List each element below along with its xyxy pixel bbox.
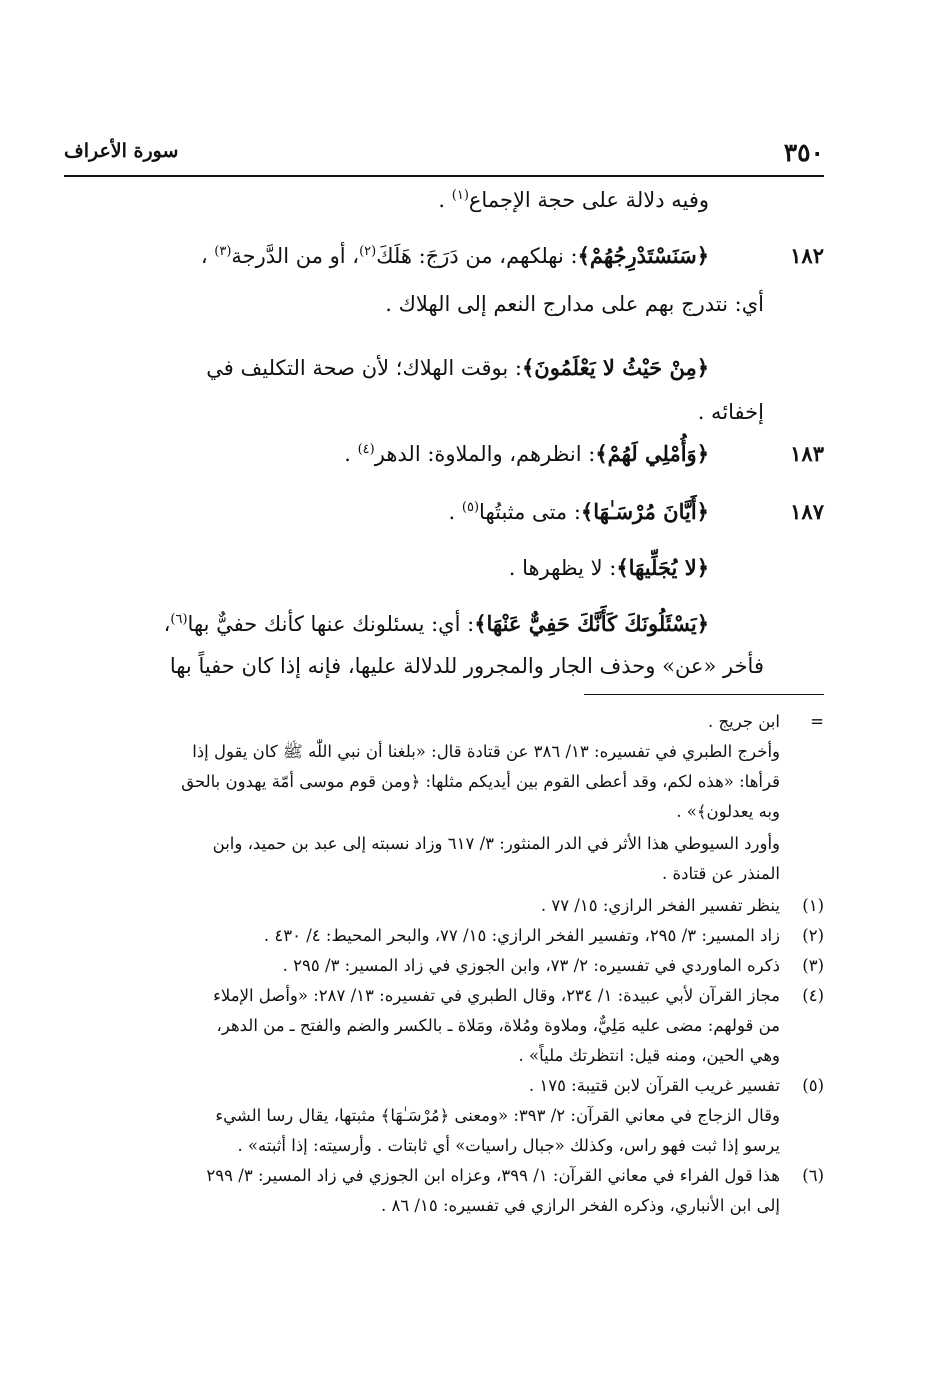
page-header [64,132,824,172]
footnote-2: زاد المسير: ٣/ ٢٩٥، وتفسير الفخر الرازي: ١٥/ ٧٧، والبحر المحيط: ٤/ ٤٣٠ . [263,926,780,945]
footnote-marker: (٢) [802,926,824,945]
footnote-3: ذكره الماوردي في تفسيره: ٢/ ٧٣، وابن الجوزي في زاد المسير: ٣/ ٢٩٥ . [282,956,780,975]
footnote-line: ابن جريج . [707,712,780,731]
header-rule [64,175,824,177]
footnote-5: تفسير غريب القرآن لابن قتيبة: ١٧٥ . [528,1076,780,1095]
verse-182-line: ﴿سَنَسْتَدْرِجُهُمْ﴾: نهلكهم، من دَرَجَ: هَلَكَ$^{(٢)}$، أو من الدَّرجة$^{(٣)}$ ، [200,243,709,268]
footnote-6: هذا قول الفراء في معاني القرآن: ١/ ٣٩٩، وعزاه ابن الجوزي في زاد المسير: ٣/ ٢٩٩ [206,1166,780,1185]
footnote-line: من قولهم: مضى عليه مَلِيٌّ، وملاوة ومُلاة، ومَلاة ـ بالكسر والضم والفتح ـ من الدهر، [216,1016,780,1035]
text-line: فأخر «عن» وحذف الجار والمجرور للدلالة عليها، فإنه إذا كان حفياً بها [169,654,764,678]
footnote-marker: (٦) [802,1166,824,1185]
footnote-line: المنذر عن قتادة . [661,864,780,883]
footnote-marker: (١) [802,896,824,915]
footnote-1: ينظر تفسير الفخر الرازي: ١٥/ ٧٧ . [540,896,780,915]
footnote-4: مجاز القرآن لأبي عبيدة: ١/ ٢٣٤، وقال الطبري في تفسيره: ١٣/ ٢٨٧: «وأصل الإملاء [213,986,780,1005]
footnote-line: وأخرج الطبري في تفسيره: ١٣/ ٣٨٦ عن قتادة قال: «بلغنا أن نبي اللّٰه ﷺ كان يقول إذا [192,742,780,761]
verse-187-line: ﴿أَيَّانَ مُرْسَـٰهَا﴾: متى مثبتُها$^{(٥)}$ . [448,499,709,524]
page-number: ٣٥٠ [783,138,824,167]
footnote-line: وبه يعدلون﴾» . [676,802,780,821]
quran-quote: ﴿يَسْئَلُونَكَ كَأَنَّكَ حَفِيٌّ عَنْهَا﴾ [474,611,709,636]
text-line: ﴿لا يُجَلِّيهَا﴾: لا يظهرها . [508,555,709,580]
verse-183-line: ﴿وَأُمْلِي لَهُمْ﴾: انظرهم، والملاوة: الدهر$^{(٤)}$ . [344,441,709,466]
text-line: إخفائه . [697,400,764,424]
footnote-line: يرسو إذا ثبت فهو راس، وكذلك «جبال راسيات» أي ثابتات . وأرسيته: إذا أثبته» . [237,1136,780,1155]
quran-quote: ﴿سَنَسْتَدْرِجُهُمْ﴾ [577,243,709,268]
text-line: ﴿مِنْ حَيْثُ لا يَعْلَمُونَ﴾: بوقت الهلاك؛ لأن صحة التكليف في [206,355,709,380]
text-line: ﴿يَسْئَلُونَكَ كَأَنَّكَ حَفِيٌّ عَنْهَا﴾: أي: يسئلونك عنها كأنك حفيٌّ بها$^{(٦)}$، [163,611,709,636]
quran-quote: ﴿أَيَّانَ مُرْسَـٰهَا﴾ [580,499,709,524]
text-line: أي: نتدرج بهم على مدارج النعم إلى الهلاك . [385,292,764,316]
footnote-line: إلى ابن الأنباري، وذكره الفخر الرازي في تفسيره: ١٥/ ٨٦ . [380,1196,780,1215]
quran-quote: ﴿وَأُمْلِي لَهُمْ﴾ [595,441,709,466]
footnote-line: وقال الزجاج في معاني القرآن: ٢/ ٣٩٣: «ومعنى ﴿مُرْسَـٰهَا﴾ مثبتها، يقال رسا الشيء [215,1106,780,1125]
text-line: وفيه دلالة على حجة الإجماع$^{(١)}$ . [438,188,709,212]
footnote-line: وأورد السيوطي هذا الأثر في الدر المنثور: ٣/ ٦١٧ وزاد نسبته إلى عبد بن حميد، وابن [212,834,780,853]
footnote-rule [584,694,824,695]
surah-title: سورة الأعراف [64,140,179,162]
verse-number: ١٨٧ [790,499,824,524]
quran-quote: ﴿لا يُجَلِّيهَا﴾ [616,555,709,580]
verse-number: ١٨٣ [790,441,824,466]
footnote-marker: (٤) [802,986,824,1005]
footnote-marker: (٥) [802,1076,824,1095]
footnote-line: وهي الحين، ومنه قيل: انتظرتك ملياً» . [518,1046,780,1065]
footnote-marker: (٣) [802,956,824,975]
footnote-line: قرأها: «هذه لكم، وقد أعطى القوم بين أيديكم مثلها: ﴿ومن قوم موسى أمّة يهدون بالحق [181,772,780,791]
verse-number: ١٨٢ [790,243,824,268]
quran-quote: ﴿مِنْ حَيْثُ لا يَعْلَمُونَ﴾ [521,355,709,380]
continuation-mark: = [810,712,824,731]
